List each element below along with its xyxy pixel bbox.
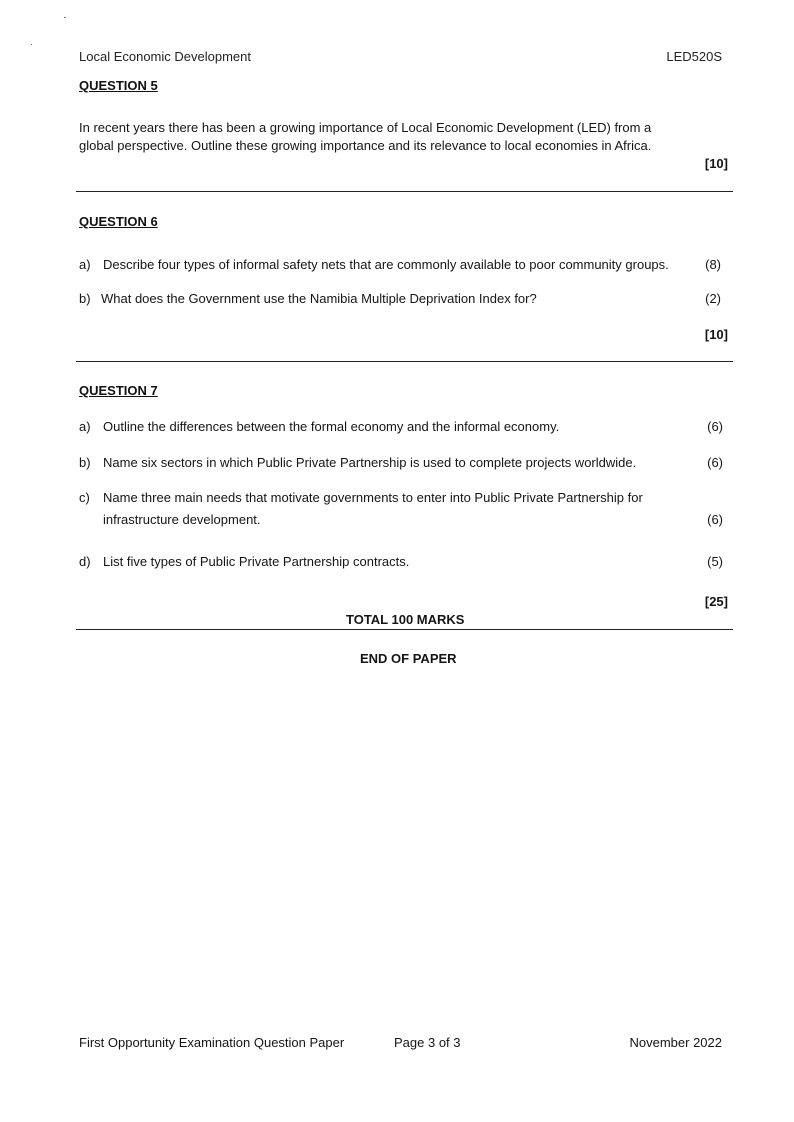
question-5-text-line-1: In recent years there has been a growing importance of Local Economic Development (LED) from a — [79, 120, 652, 135]
section-divider — [76, 629, 733, 630]
end-of-paper: END OF PAPER — [360, 651, 457, 666]
question-6-title: QUESTION 6 — [79, 214, 158, 229]
question-7-title: QUESTION 7 — [79, 383, 158, 398]
question-7a-label: a) — [79, 419, 91, 434]
question-7b-marks: (6) — [707, 455, 723, 470]
question-7c-marks: (6) — [707, 512, 723, 527]
question-5-total-marks: [10] — [704, 156, 728, 171]
question-7d-label: d) — [79, 554, 91, 569]
header-course-name: Local Economic Development — [79, 49, 251, 64]
footer-date: November 2022 — [629, 1035, 722, 1050]
footer-exam-type: First Opportunity Examination Question Paper — [79, 1035, 345, 1050]
question-6b-text: What does the Government use the Namibia Multiple Deprivation Index for? — [101, 291, 537, 306]
scan-speck — [64, 17, 66, 18]
question-6a-marks: (8) — [705, 257, 721, 272]
section-divider — [76, 361, 733, 362]
question-7b-text: Name six sectors in which Public Private Partnership is used to complete projects worldwide. — [103, 455, 637, 470]
question-7-total-marks: [25] — [704, 594, 728, 609]
question-7c-text-line-2: infrastructure development. — [103, 512, 261, 527]
question-5-title: QUESTION 5 — [79, 78, 158, 93]
question-6a-text: Describe four types of informal safety nets that are commonly available to poor community groups. — [103, 257, 669, 272]
question-7c-text-line-1: Name three main needs that motivate governments to enter into Public Private Partnership for — [103, 490, 643, 505]
scan-speck — [31, 44, 32, 45]
footer-page-number: Page 3 of 3 — [394, 1035, 461, 1050]
question-6b-label: b) — [79, 291, 91, 306]
header-course-code: LED520S — [666, 49, 722, 64]
question-7d-marks: (5) — [707, 554, 723, 569]
question-7c-label: c) — [79, 490, 90, 505]
question-6-total-marks: [10] — [704, 327, 728, 342]
total-marks: TOTAL 100 MARKS — [346, 612, 465, 627]
question-7b-label: b) — [79, 455, 91, 470]
question-6a-label: a) — [79, 257, 91, 272]
section-divider — [76, 191, 733, 192]
question-7d-text: List five types of Public Private Partnership contracts. — [103, 554, 410, 569]
question-7a-text: Outline the differences between the formal economy and the informal economy. — [103, 419, 560, 434]
question-6b-marks: (2) — [705, 291, 721, 306]
question-7a-marks: (6) — [707, 419, 723, 434]
question-5-text-line-2: global perspective. Outline these growing importance and its relevance to local economies in Africa. — [79, 138, 652, 153]
